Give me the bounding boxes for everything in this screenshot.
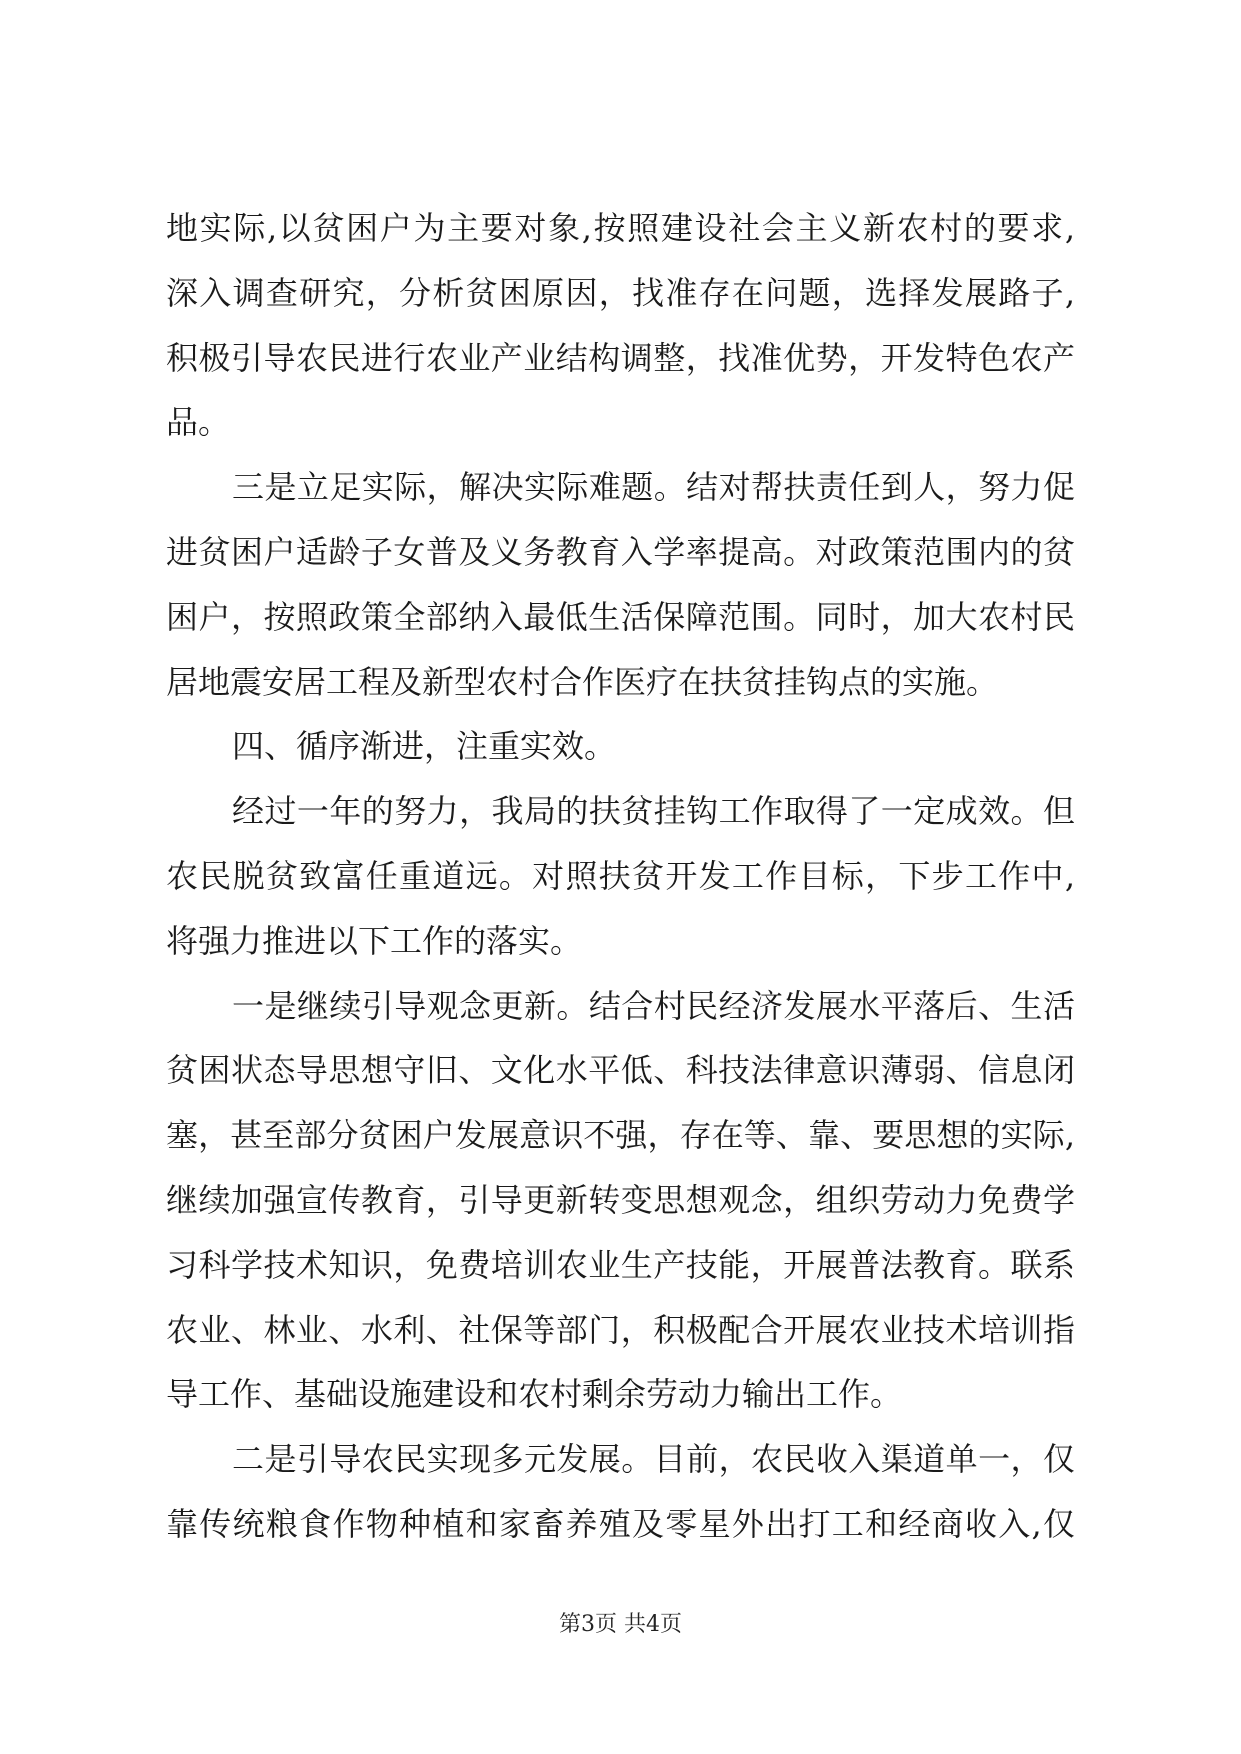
section-heading: 四、循序渐进，注重实效。 [232, 727, 617, 766]
text-line: 农业、林业、水利、社保等部门，积极配合开展农业技术培训指 [166, 1310, 1075, 1349]
text-line: 农民脱贫致富任重道远。对照扶贫开发工作目标，下步工作中, [166, 856, 1075, 895]
text-line: 贫困状态导思想守旧、文化水平低、科技法律意识薄弱、信息闭 [166, 1051, 1075, 1090]
text-line: 居地震安居工程及新型农村合作医疗在扶贫挂钩点的实施。 [166, 662, 999, 701]
text-line: 深入调查研究，分析贫困原因，找准存在问题，选择发展路子, [166, 273, 1075, 312]
text-line: 靠传统粮食作物种植和家畜养殖及零星外出打工和经商收入,仅 [166, 1504, 1075, 1543]
text-line: 进贫困户适龄子女普及义务教育入学率提高。对政策范围内的贫 [166, 532, 1075, 571]
text-line: 积极引导农民进行农业产业结构调整，找准优势，开发特色农产 [166, 338, 1075, 377]
text-line: 继续加强宣传教育，引导更新转变思想观念，组织劳动力免费学 [166, 1180, 1075, 1219]
text-line: 一是继续引导观念更新。结合村民经济发展水平落后、生活 [232, 986, 1075, 1025]
text-line: 习科学技术知识，免费培训农业生产技能，开展普法教育。联系 [166, 1245, 1075, 1284]
page-number: 第3页 共4页 [559, 1612, 682, 1637]
text-line: 三是立足实际，解决实际难题。结对帮扶责任到人，努力促 [232, 468, 1075, 507]
text-line: 塞，甚至部分贫困户发展意识不强，存在等、靠、要思想的实际, [166, 1116, 1075, 1155]
body-text [166, 196, 1075, 1557]
text-line: 将强力推进以下工作的落实。 [166, 921, 583, 960]
text-line: 地实际,以贫困户为主要对象,按照建设社会主义新农村的要求, [166, 209, 1075, 247]
text-line: 二是引导农民实现多元发展。目前，农民收入渠道单一，仅 [232, 1440, 1075, 1479]
text-line: 经过一年的努力，我局的扶贫挂钩工作取得了一定成效。但 [232, 792, 1075, 831]
page-footer [0, 1610, 1241, 1640]
text-line: 困户，按照政策全部纳入最低生活保障范围。同时，加大农村民 [166, 597, 1075, 636]
text-line: 导工作、基础设施建设和农村剩余劳动力输出工作。 [166, 1375, 903, 1414]
text-line: 品。 [166, 403, 231, 442]
